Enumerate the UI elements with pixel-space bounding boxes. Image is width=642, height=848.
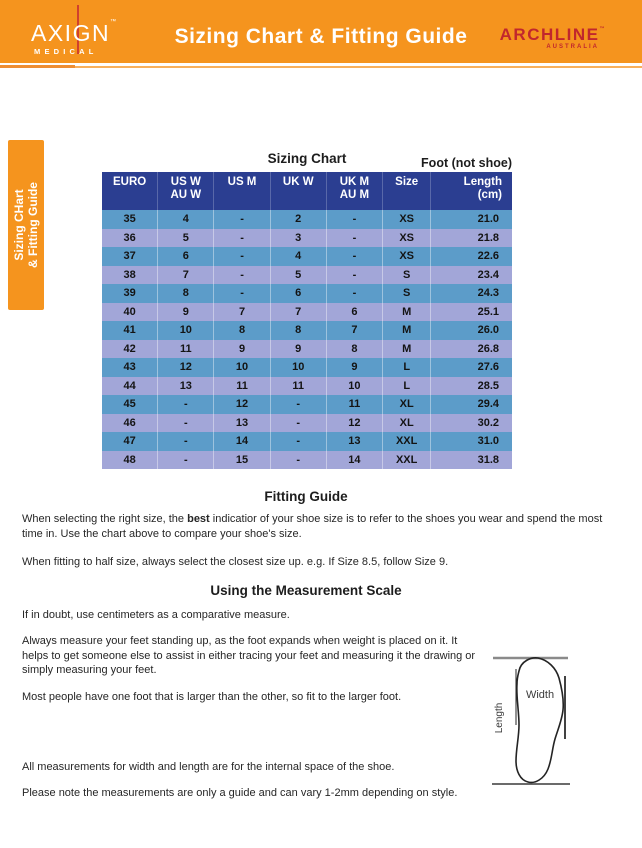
side-tab-line1: Sizing CHart bbox=[12, 189, 26, 261]
table-cell: XXL bbox=[383, 432, 431, 451]
paragraph-text: When selecting the right size, the bbox=[22, 513, 188, 525]
table-cell: 21.8 bbox=[431, 229, 512, 248]
table-cell: 4 bbox=[270, 247, 326, 266]
table-cell: - bbox=[326, 266, 382, 285]
archline-logo-sub: AUSTRALIA bbox=[546, 44, 599, 50]
table-cell: 7 bbox=[326, 321, 382, 340]
table-cell: 37 bbox=[102, 247, 158, 266]
column-header: UK W bbox=[270, 172, 326, 210]
table-cell: 12 bbox=[214, 395, 270, 414]
table-row bbox=[102, 432, 512, 451]
archline-logo-name bbox=[500, 21, 606, 43]
banner-divider-accent bbox=[0, 65, 75, 68]
table-cell: 29.4 bbox=[431, 395, 512, 414]
table-cell: 8 bbox=[270, 321, 326, 340]
table-row bbox=[102, 395, 512, 414]
table-cell: - bbox=[214, 284, 270, 303]
table-cell: 40 bbox=[102, 303, 158, 322]
table-cell: M bbox=[383, 303, 431, 322]
measurement-scale-heading: Using the Measurement Scale bbox=[210, 583, 402, 598]
table-cell: 26.8 bbox=[431, 340, 512, 359]
table-cell: XL bbox=[383, 395, 431, 414]
table-cell: 13 bbox=[158, 377, 214, 396]
axign-logo bbox=[31, 9, 123, 56]
table-cell: XS bbox=[383, 247, 431, 266]
measurement-paragraph-4: All measurements for width and length are for the internal space of the shoe. bbox=[22, 761, 395, 773]
table-cell: 48 bbox=[102, 451, 158, 470]
foot-outline bbox=[516, 658, 563, 783]
table-cell: 44 bbox=[102, 377, 158, 396]
table-row bbox=[102, 377, 512, 396]
table-cell: - bbox=[214, 229, 270, 248]
banner-divider-line bbox=[0, 66, 642, 68]
table-cell: - bbox=[214, 247, 270, 266]
length-label: Length bbox=[494, 702, 505, 734]
header-row bbox=[102, 172, 512, 210]
sizing-table-wrap bbox=[102, 172, 512, 469]
axign-logo-sub: MEDICAL bbox=[34, 47, 98, 56]
table-cell: 10 bbox=[326, 377, 382, 396]
table-cell: 6 bbox=[326, 303, 382, 322]
table-cell: S bbox=[383, 284, 431, 303]
table-cell: 10 bbox=[270, 358, 326, 377]
table-cell: 4 bbox=[158, 210, 214, 229]
table-cell: - bbox=[270, 451, 326, 470]
table-cell: 43 bbox=[102, 358, 158, 377]
measurement-paragraph-1: If in doubt, use centimeters as a comparative measure. bbox=[22, 609, 290, 621]
table-cell: 26.0 bbox=[431, 321, 512, 340]
table-cell: XS bbox=[383, 229, 431, 248]
table-cell: 11 bbox=[326, 395, 382, 414]
table-cell: 46 bbox=[102, 414, 158, 433]
table-cell: 7 bbox=[158, 266, 214, 285]
table-cell: 9 bbox=[326, 358, 382, 377]
column-header: EURO bbox=[102, 172, 158, 210]
sizing-table-head bbox=[102, 172, 512, 210]
table-cell: - bbox=[158, 432, 214, 451]
table-cell: - bbox=[270, 414, 326, 433]
column-header: Size bbox=[383, 172, 431, 210]
table-cell: 21.0 bbox=[431, 210, 512, 229]
table-cell: 10 bbox=[214, 358, 270, 377]
table-cell: 10 bbox=[158, 321, 214, 340]
width-label: Width bbox=[525, 689, 555, 701]
table-cell: 5 bbox=[270, 266, 326, 285]
table-row bbox=[102, 414, 512, 433]
table-cell: S bbox=[383, 266, 431, 285]
table-cell: 14 bbox=[326, 451, 382, 470]
fitting-guide-paragraph-1 bbox=[22, 512, 622, 541]
table-cell: L bbox=[383, 377, 431, 396]
column-header: UK M AU M bbox=[326, 172, 382, 210]
fitting-guide-heading: Fitting Guide bbox=[264, 489, 348, 504]
header-banner bbox=[0, 0, 642, 63]
table-row bbox=[102, 229, 512, 248]
table-cell: 31.0 bbox=[431, 432, 512, 451]
table-cell: 28.5 bbox=[431, 377, 512, 396]
table-cell: - bbox=[326, 229, 382, 248]
axign-wordmark: AXIGN bbox=[31, 20, 111, 46]
table-cell: 12 bbox=[326, 414, 382, 433]
table-cell: 9 bbox=[270, 340, 326, 359]
table-cell: 11 bbox=[270, 377, 326, 396]
table-cell: - bbox=[270, 432, 326, 451]
table-row bbox=[102, 210, 512, 229]
paragraph-text: indicatior of your shoe size is to refer to the shoes you wear and spend the most time in. Use the chart above to compare your shoe's size. bbox=[22, 513, 603, 540]
table-cell: L bbox=[383, 358, 431, 377]
table-cell: 6 bbox=[158, 247, 214, 266]
archline-logo bbox=[500, 21, 606, 50]
measurement-paragraph-5: Please note the measurements are only a guide and can vary 1-2mm depending on style. bbox=[22, 787, 458, 799]
table-cell: 12 bbox=[158, 358, 214, 377]
table-row bbox=[102, 321, 512, 340]
table-cell: 7 bbox=[214, 303, 270, 322]
foot-not-shoe-label: Foot (not shoe) bbox=[421, 156, 512, 170]
column-header: US W AU W bbox=[158, 172, 214, 210]
table-row bbox=[102, 340, 512, 359]
table-cell: 27.6 bbox=[431, 358, 512, 377]
archline-wordmark: ARCHLINE bbox=[499, 25, 600, 44]
measurement-paragraph-3: Most people have one foot that is larger than the other, so fit to the larger foot. bbox=[22, 691, 402, 703]
axign-tm-mark: ™ bbox=[110, 19, 117, 25]
table-cell: 13 bbox=[326, 432, 382, 451]
archline-tm-mark: ™ bbox=[599, 26, 606, 32]
table-cell: 14 bbox=[214, 432, 270, 451]
table-cell: 13 bbox=[214, 414, 270, 433]
sizing-table-body bbox=[102, 210, 512, 469]
table-cell: 11 bbox=[214, 377, 270, 396]
table-cell: 36 bbox=[102, 229, 158, 248]
table-cell: 25.1 bbox=[431, 303, 512, 322]
table-cell: 23.4 bbox=[431, 266, 512, 285]
column-header: US M bbox=[214, 172, 270, 210]
table-row bbox=[102, 451, 512, 470]
table-cell: - bbox=[158, 451, 214, 470]
sizing-table bbox=[102, 172, 512, 469]
table-cell: 31.8 bbox=[431, 451, 512, 470]
table-cell: 2 bbox=[270, 210, 326, 229]
table-cell: 42 bbox=[102, 340, 158, 359]
table-cell: 6 bbox=[270, 284, 326, 303]
side-tab-line2: & Fitting Guide bbox=[26, 182, 40, 268]
table-cell: 7 bbox=[270, 303, 326, 322]
table-cell: 39 bbox=[102, 284, 158, 303]
table-cell: 5 bbox=[158, 229, 214, 248]
table-cell: - bbox=[326, 210, 382, 229]
side-tab-sizing-chart bbox=[8, 140, 44, 310]
table-cell: 11 bbox=[158, 340, 214, 359]
table-cell: - bbox=[270, 395, 326, 414]
table-cell: XS bbox=[383, 210, 431, 229]
table-row bbox=[102, 303, 512, 322]
table-cell: M bbox=[383, 340, 431, 359]
table-cell: XL bbox=[383, 414, 431, 433]
foot-measurement-diagram bbox=[488, 648, 640, 808]
measurement-paragraph-2: Always measure your feet standing up, as the foot expands when weight is placed on it. It helps to get someone else to assist in either tracing your feet and measuring it the drawing or simply measuring your feet. bbox=[22, 635, 476, 676]
table-cell: - bbox=[326, 247, 382, 266]
table-row bbox=[102, 358, 512, 377]
table-cell: 9 bbox=[158, 303, 214, 322]
table-cell: 45 bbox=[102, 395, 158, 414]
table-cell: 41 bbox=[102, 321, 158, 340]
sizing-chart-heading: Sizing Chart bbox=[267, 151, 347, 166]
table-cell: 9 bbox=[214, 340, 270, 359]
page-title: Sizing Chart & Fitting Guide bbox=[174, 25, 468, 48]
table-cell: 22.6 bbox=[431, 247, 512, 266]
table-cell: M bbox=[383, 321, 431, 340]
table-cell: - bbox=[214, 266, 270, 285]
table-cell: - bbox=[214, 210, 270, 229]
table-cell: 35 bbox=[102, 210, 158, 229]
side-tab-label bbox=[12, 182, 40, 268]
table-row bbox=[102, 284, 512, 303]
table-cell: - bbox=[158, 414, 214, 433]
table-cell: 24.3 bbox=[431, 284, 512, 303]
table-cell: 15 bbox=[214, 451, 270, 470]
table-cell: 3 bbox=[270, 229, 326, 248]
table-row bbox=[102, 266, 512, 285]
table-cell: XXL bbox=[383, 451, 431, 470]
table-cell: 38 bbox=[102, 266, 158, 285]
table-cell: - bbox=[158, 395, 214, 414]
table-cell: 47 bbox=[102, 432, 158, 451]
table-cell: 8 bbox=[326, 340, 382, 359]
column-header: Length (cm) bbox=[431, 172, 512, 210]
fitting-guide-paragraph-2: When fitting to half size, always select the closest size up. e.g. If Size 8.5, follow Size 9. bbox=[22, 556, 449, 568]
table-cell: 8 bbox=[158, 284, 214, 303]
table-cell: 8 bbox=[214, 321, 270, 340]
table-cell: 30.2 bbox=[431, 414, 512, 433]
paragraph-bold-text: best bbox=[187, 513, 210, 525]
axign-logo-name bbox=[31, 9, 123, 46]
table-row bbox=[102, 247, 512, 266]
table-cell: - bbox=[326, 284, 382, 303]
